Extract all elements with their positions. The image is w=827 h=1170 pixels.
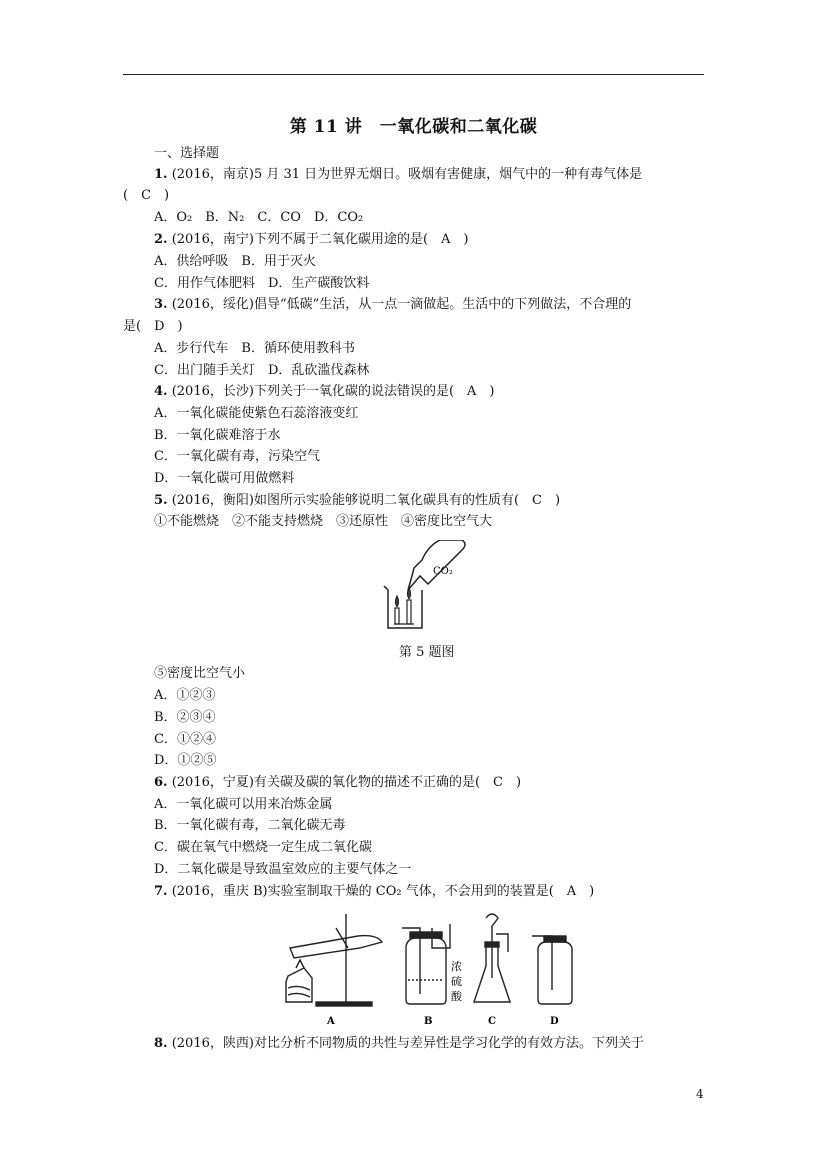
apparatus-d xyxy=(532,936,572,1004)
option-line: D．二氧化碳是导致温室效应的主要气体之一 xyxy=(154,862,412,877)
option-line: B．一氧化碳有毒，二氧化碳无毒 xyxy=(154,818,346,833)
question-number: 6. xyxy=(154,775,168,790)
option-line: C．出门随手关灯 D．乱砍滥伐森林 xyxy=(154,363,370,378)
question-3-continuation: 是( D ) xyxy=(123,319,183,334)
question-5-properties: ①不能燃烧 ②不能支持燃烧 ③还原性 ④密度比空气大 xyxy=(154,514,493,529)
co2-label: CO₂ xyxy=(433,566,453,577)
figure-label-c: C xyxy=(488,1016,496,1027)
page-number: 4 xyxy=(696,1087,704,1101)
option-line: C．①②④ xyxy=(154,732,216,747)
figure-label-a: A xyxy=(327,1016,335,1027)
option-line: A．O₂ B．N₂ C．CO D．CO₂ xyxy=(154,210,364,225)
question-text: (2016，衡阳)如图所示实验能够说明二氧化碳具有的性质有( C ) xyxy=(171,493,561,508)
question-1 xyxy=(154,167,642,183)
question-text: (2016，南京)5 月 31 日为世界无烟日。吸烟有害健康，烟气中的一种有毒气体是 xyxy=(171,167,643,182)
option-line: D．①②⑤ xyxy=(154,753,217,768)
option-line: C．碳在氧气中燃烧一定生成二氧化碳 xyxy=(154,840,372,855)
question-1-answer: ( C ) xyxy=(123,188,170,203)
option-line: C．用作气体肥料 D．生产碳酸饮料 xyxy=(154,276,370,291)
question-3 xyxy=(154,297,631,313)
question-8 xyxy=(154,1036,644,1052)
question-2 xyxy=(154,232,468,248)
option-line: A．一氧化碳能使紫色石蕊溶液变红 xyxy=(154,406,359,421)
question-5 xyxy=(154,493,560,509)
figure-5-caption: 第 5 题图 xyxy=(399,645,455,660)
q5-figure xyxy=(378,540,473,635)
option-line: A．供给呼吸 B．用于灭火 xyxy=(154,254,316,269)
option-line: A．一氧化碳可以用来冶炼金属 xyxy=(154,797,333,812)
question-number: 2. xyxy=(154,232,168,247)
apparatus-a xyxy=(286,914,382,1006)
question-text: (2016，长沙)下列关于一氧化碳的说法错误的是( A ) xyxy=(171,384,495,399)
question-number: 7. xyxy=(154,884,168,899)
header-rule xyxy=(123,74,704,75)
question-5-property-5: ⑤密度比空气小 xyxy=(154,666,246,681)
apparatus-c xyxy=(474,914,510,1002)
q7-figure xyxy=(276,908,586,1030)
beaker xyxy=(384,586,422,628)
option-line: B．②③④ xyxy=(154,710,216,725)
question-number: 4. xyxy=(154,384,168,399)
section-heading: 一、选择题 xyxy=(154,146,220,161)
figure-label-b: B xyxy=(424,1016,433,1027)
acid-label-3: 酸 xyxy=(451,990,462,1003)
acid-label-1: 浓 xyxy=(451,960,462,973)
option-line: B．一氧化碳难溶于水 xyxy=(154,428,281,443)
option-line: A．①②③ xyxy=(154,688,216,703)
option-line: C．一氧化碳有毒，污染空气 xyxy=(154,449,320,464)
question-7 xyxy=(154,884,594,900)
figure-label-d: D xyxy=(550,1016,559,1027)
question-number: 8. xyxy=(154,1036,168,1051)
question-number: 3. xyxy=(154,297,168,312)
page-title: 第 11 讲 一氧化碳和二氧化碳 xyxy=(289,117,538,137)
acid-label-2: 硫 xyxy=(451,975,462,988)
question-text: (2016，重庆 B)实验室制取干燥的 CO₂ 气体，不会用到的装置是( A ) xyxy=(171,884,595,899)
question-text: (2016，陕西)对比分析不同物质的共性与差异性是学习化学的有效方法。下列关于 xyxy=(171,1036,644,1051)
question-number: 5. xyxy=(154,493,168,508)
question-text: (2016，宁夏)有关碳及碳的氧化物的描述不正确的是( C ) xyxy=(171,775,522,790)
question-text: (2016，南宁)下列不属于二氧化碳用途的是( A ) xyxy=(171,232,469,247)
option-line: D．一氧化碳可用做燃料 xyxy=(154,471,295,486)
question-text: (2016，绥化)倡导“低碳”生活，从一点一滴做起。生活中的下列做法，不合理的 xyxy=(171,297,632,312)
question-6 xyxy=(154,775,521,791)
co2-bottle xyxy=(408,540,465,590)
question-4 xyxy=(154,384,494,400)
apparatus-b xyxy=(402,924,450,1004)
question-number: 1. xyxy=(154,167,168,182)
candles xyxy=(394,588,414,624)
option-line: A．步行代车 B．循环使用教科书 xyxy=(154,341,355,356)
